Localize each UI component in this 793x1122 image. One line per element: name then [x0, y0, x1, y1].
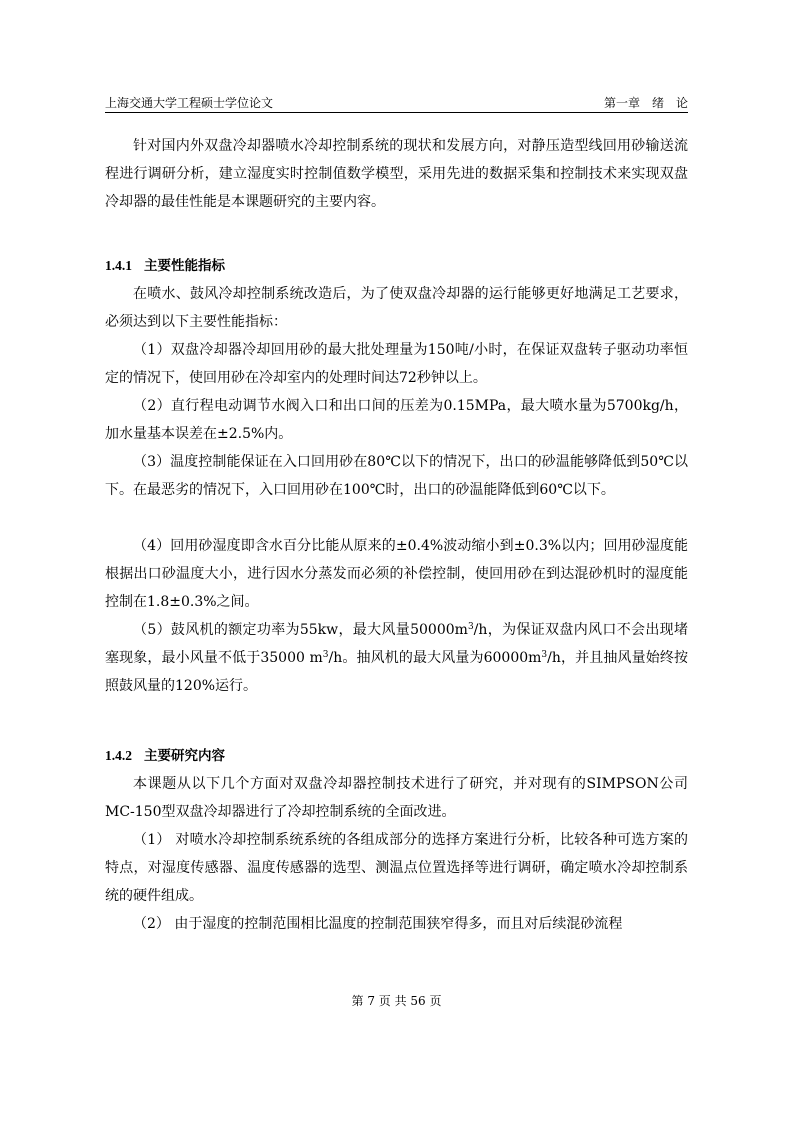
- page-header: [105, 94, 688, 113]
- header-thesis-title: 上海交通大学工程硕士学位论文: [105, 96, 274, 110]
- section-lead-paragraph: 在喷水、鼓风冷却控制系统改造后，为了使双盘冷却器的运行能够更好地满足工艺要求，必须达到以下主要性能指标：: [105, 286, 688, 330]
- research-item-2: （2） 由于湿度的控制范围相比温度的控制范围狭窄得多，而且对后续混砂流程: [133, 916, 623, 932]
- research-item-1: （1） 对喷水冷却控制系统系统的各组成部分的选择方案进行分析，比较各种可选方案的特点，对湿度传感器、温度传感器的选型、测温点位置选择等进行调研，确定喷水冷却控制系统的硬件组成。: [105, 832, 688, 904]
- performance-item-1: （1）双盘冷却器冷却回用砂的最大批处理量为150吨/小时，在保证双盘转子驱动功率恒定的情况下，使回用砂在冷却室内的处理时间达72秒钟以上。: [105, 342, 688, 386]
- performance-item-5: （5）鼓风机的额定功率为55kw，最大风量$50000m^3/h$，为保证双盘内风口不会出现堵塞现象，最小风量不低于35000 $m^3/h$。抽风机的最大风量为$60000m^3/h$，并且抽风量始终按照鼓风量的120%运行。: [105, 622, 689, 694]
- section-lead-paragraph: 本课题从以下几个方面对双盘冷却器控制技术进行了研究，并对现有的SIMPSON公司MC-150型双盘冷却器进行了冷却控制系统的全面改进。: [105, 776, 688, 820]
- header-chapter-title: 第一章 绪 论: [603, 96, 688, 110]
- page-footer: 第 7 页 共 56 页: [351, 994, 442, 1008]
- section-title: 主要性能指标: [144, 258, 225, 274]
- section-heading-1-4-2: [105, 742, 688, 770]
- section-heading-1-4-1: [105, 252, 688, 280]
- performance-item-3: （3）温度控制能保证在入口回用砂在80℃以下的情况下，出口的砂温能够降低到50℃以下。在最恶劣的情况下，入口回用砂在100℃时，出口的砂温能降低到60℃以下。: [105, 454, 688, 498]
- performance-item-2: （2）直行程电动调节水阀入口和出口间的压差为0.15MPa，最大喷水量为5700kg/h，加水量基本误差在±2.5%内。: [105, 398, 688, 442]
- intro-paragraph: 针对国内外双盘冷却器喷水冷却控制系统的现状和发展方向，对静压造型线回用砂输送流程进行调研分析，建立湿度实时控制值数学模型，采用先进的数据采集和控制技术来实现双盘冷却器的最佳性能是本课题研究的主要内容。: [105, 138, 688, 210]
- performance-item-4: （4）回用砂湿度即含水百分比能从原来的±0.4%波动缩小到±0.3%以内；回用砂湿度能根据出口砂温度大小，进行因水分蒸发而必须的补偿控制，使回用砂在到达混砂机时的湿度能控制在1.8±0.3%之间。: [105, 538, 688, 610]
- section-number: 1.4.2: [105, 748, 132, 763]
- section-number: 1.4.1: [105, 258, 132, 273]
- section-title: 主要研究内容: [144, 748, 225, 764]
